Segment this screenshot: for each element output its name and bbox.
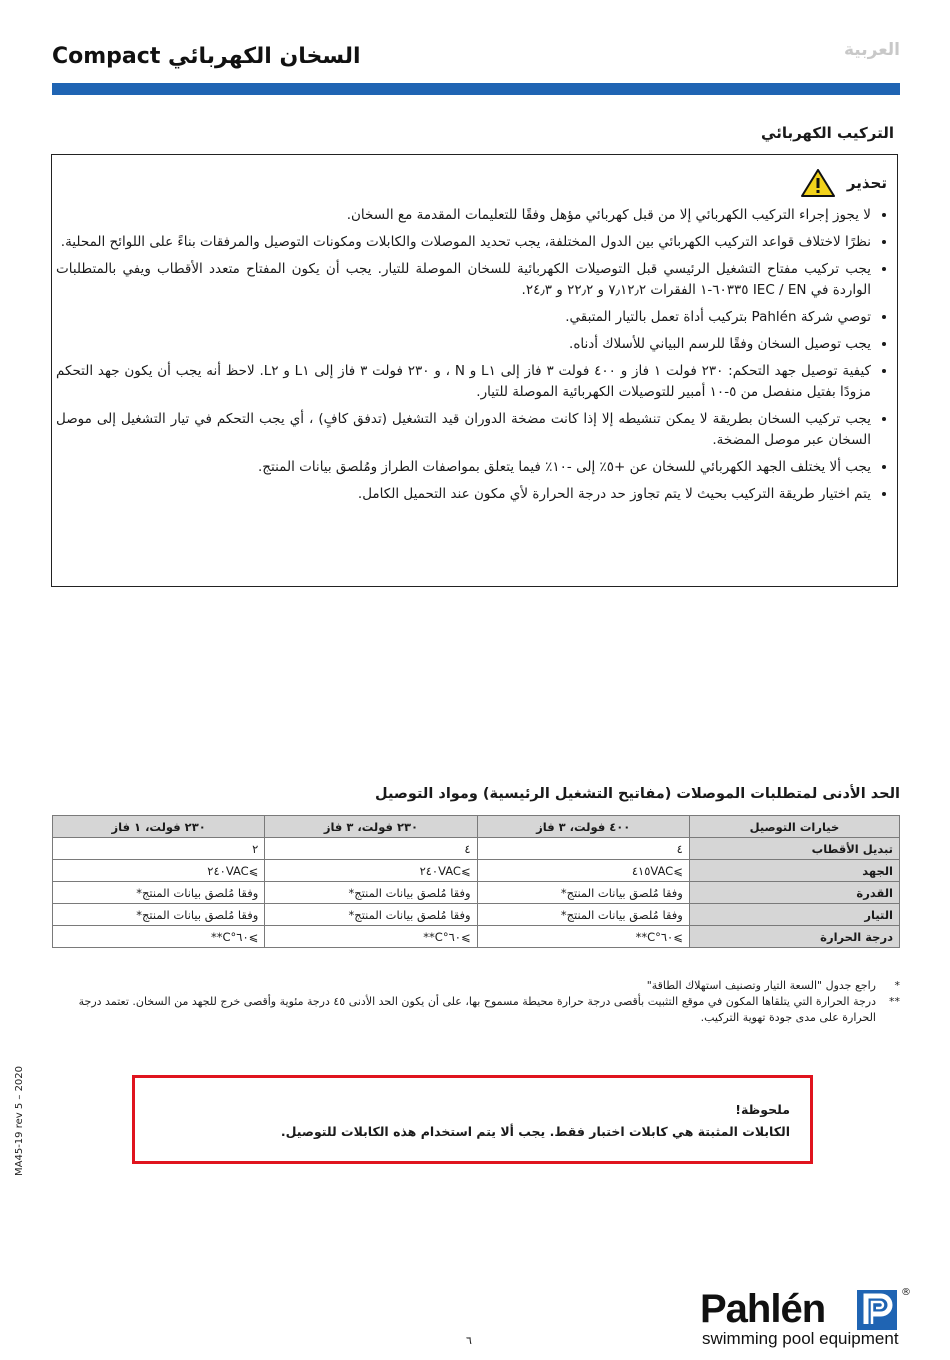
list-item: • توصي شركة Pahlén بتركيب أداة تعمل بالتيار المتبقي. <box>56 307 871 328</box>
warning-title: تحذير <box>846 174 887 192</box>
column-header: ٢٣٠ فولت، ٣ فاز <box>265 816 477 838</box>
table-cell: وفقا مُلصق بيانات المنتج* <box>265 882 477 904</box>
table-cell: وفقا مُلصق بيانات المنتج* <box>53 882 265 904</box>
table-cell: ٤ <box>477 838 689 860</box>
row-header: تبديل الأقطاب <box>689 838 899 860</box>
note-box <box>132 1075 813 1164</box>
language-label: العربية <box>843 40 900 60</box>
table-cell: ٢ <box>53 838 265 860</box>
table-cell: وفقا مُلصق بيانات المنتج* <box>477 904 689 926</box>
list-item: • يجب توصيل السخان وفقًا للرسم البياني للأسلاك أدناه. <box>56 334 871 355</box>
footnotes <box>52 978 900 1026</box>
list-item: • نظرًا لاختلاف قواعد التركيب الكهربائي بين الدول المختلفة، يجب تحديد الموصلات والكابلات ومكونات التوصيل والمرفقات بناءً على اللوائح المحلية. <box>56 232 871 253</box>
table-cell: ⩾٦٠°C** <box>265 926 477 948</box>
warning-list <box>56 205 887 511</box>
table-heading: الحد الأدنى لمتطلبات الموصلات (مفاتيح التشغيل الرئيسية) ومواد التوصيل <box>375 786 900 802</box>
list-item: • يتم اختيار طريقة التركيب بحيث لا يتم تجاوز حد درجة الحرارة لأي مكون عند التحميل الكامل. <box>56 484 871 505</box>
row-header: درجة الحرارة <box>689 926 899 948</box>
table-row <box>53 860 900 882</box>
column-header: خيارات التوصيل <box>689 816 899 838</box>
table-cell: ٤ <box>265 838 477 860</box>
table-cell: وفقا مُلصق بيانات المنتج* <box>265 904 477 926</box>
logo-brand: Pahlén <box>700 1287 826 1331</box>
row-header: التيار <box>689 904 899 926</box>
table-cell: وفقا مُلصق بيانات المنتج* <box>53 904 265 926</box>
pahlen-logo <box>700 1287 915 1352</box>
table-row <box>53 838 900 860</box>
note-title: ملحوظة! <box>735 1102 790 1117</box>
footnote-mark: * <box>894 979 900 992</box>
title-rule <box>52 83 900 95</box>
footnote <box>52 978 900 994</box>
table-cell: ⩾٦٠°C** <box>53 926 265 948</box>
registered-mark: ® <box>901 1287 911 1298</box>
table-cell: ⩾٢٤٠VAC <box>53 860 265 882</box>
warning-header <box>801 169 887 197</box>
list-item: • يجب ألا يختلف الجهد الكهربائي للسخان عن +٥٪ إلى -١٠٪ فيما يتعلق بمواصفات الطراز ومُلصق بيانات المنتج. <box>56 457 871 478</box>
table-row <box>53 882 900 904</box>
page-number: ٦ <box>466 1334 472 1347</box>
table-cell: ⩾٦٠°C** <box>477 926 689 948</box>
footnote-text: درجة الحرارة التي يتلقاها المكون في موقع التثبيت بأقصى درجة حرارة محيطة مسموح بها، على أن يكون الحد الأدنى ٤٥ درجة مئوية وأقصى خرج للجهد من السخان. تعتمد درجة الحرارة على مدى جودة تهوية التركيب. <box>78 995 876 1024</box>
table-header-row <box>53 816 900 838</box>
table-row <box>53 926 900 948</box>
footnote-mark: ** <box>889 995 900 1008</box>
list-item: • كيفية توصيل جهد التحكم: ٢٣٠ فولت ١ فاز و ٤٠٠ فولت ٣ فاز إلى L١ و N ، و ٢٣٠ فولت ٣ فاز إلى L١ و L٢. لاحظ أنه يجب أن يكون جهد التحكم مزودًا بفتيل منفصل من ٥-١٠ أمبير للتوصيلات الكهربائية الموصلة للتيار. <box>56 361 871 403</box>
table-row <box>53 904 900 926</box>
section-heading: التركيب الكهربائي <box>761 124 894 142</box>
requirements-table <box>52 815 900 948</box>
note-text: الكابلات المثبتة هي كابلات اختبار فقط. يجب ألا يتم استخدام هذه الكابلات للتوصيل. <box>280 1124 790 1139</box>
row-header: الجهد <box>689 860 899 882</box>
table-cell: ⩾٤١٥VAC <box>477 860 689 882</box>
warning-box <box>51 154 898 587</box>
list-item: • يجب تركيب السخان بطريقة لا يمكن تنشيطه إلا إذا كانت مضخة الدوران قيد التشغيل (تدفق كافٍ) ، أي يجب التحكم في تيار التشغيل إلى موصل السخان عبر موصل المضخة. <box>56 409 871 451</box>
table-cell: وفقا مُلصق بيانات المنتج* <box>477 882 689 904</box>
revision-label: MA45-19 rev 5 – 2020 <box>14 1065 25 1176</box>
pahlen-p-mark-icon <box>856 1289 898 1331</box>
table-cell: ⩾٢٤٠VAC <box>265 860 477 882</box>
warning-triangle-icon <box>801 169 835 197</box>
list-item: • لا يجوز إجراء التركيب الكهربائي إلا من قبل كهربائي مؤهل وفقًا للتعليمات المقدمة مع السخان. <box>56 205 871 226</box>
column-header: ٢٣٠ فولت، ١ فاز <box>53 816 265 838</box>
list-item: • يجب تركيب مفتاح التشغيل الرئيسي قبل التوصيلات الكهربائية للسخان الموصلة للتيار. يجب أن يكون المفتاح متعدد الأقطاب ويفي بالمتطلبات الواردة في IEC / EN ٦٠٣٣٥-١ الفقرات ٧٫١٢٫٢ و ٢٢٫٢ و ٢٤٫٣. <box>56 259 871 301</box>
footnote <box>52 994 900 1026</box>
footnote-text: راجع جدول "السعة التيار وتصنيف استهلاك الطاقة" <box>646 979 876 992</box>
logo-tagline: swimming pool equipment <box>702 1329 899 1348</box>
row-header: القدرة <box>689 882 899 904</box>
column-header: ٤٠٠ فولت، ٣ فاز <box>477 816 689 838</box>
document-title: السخان الكهربائي Compact <box>52 44 361 69</box>
